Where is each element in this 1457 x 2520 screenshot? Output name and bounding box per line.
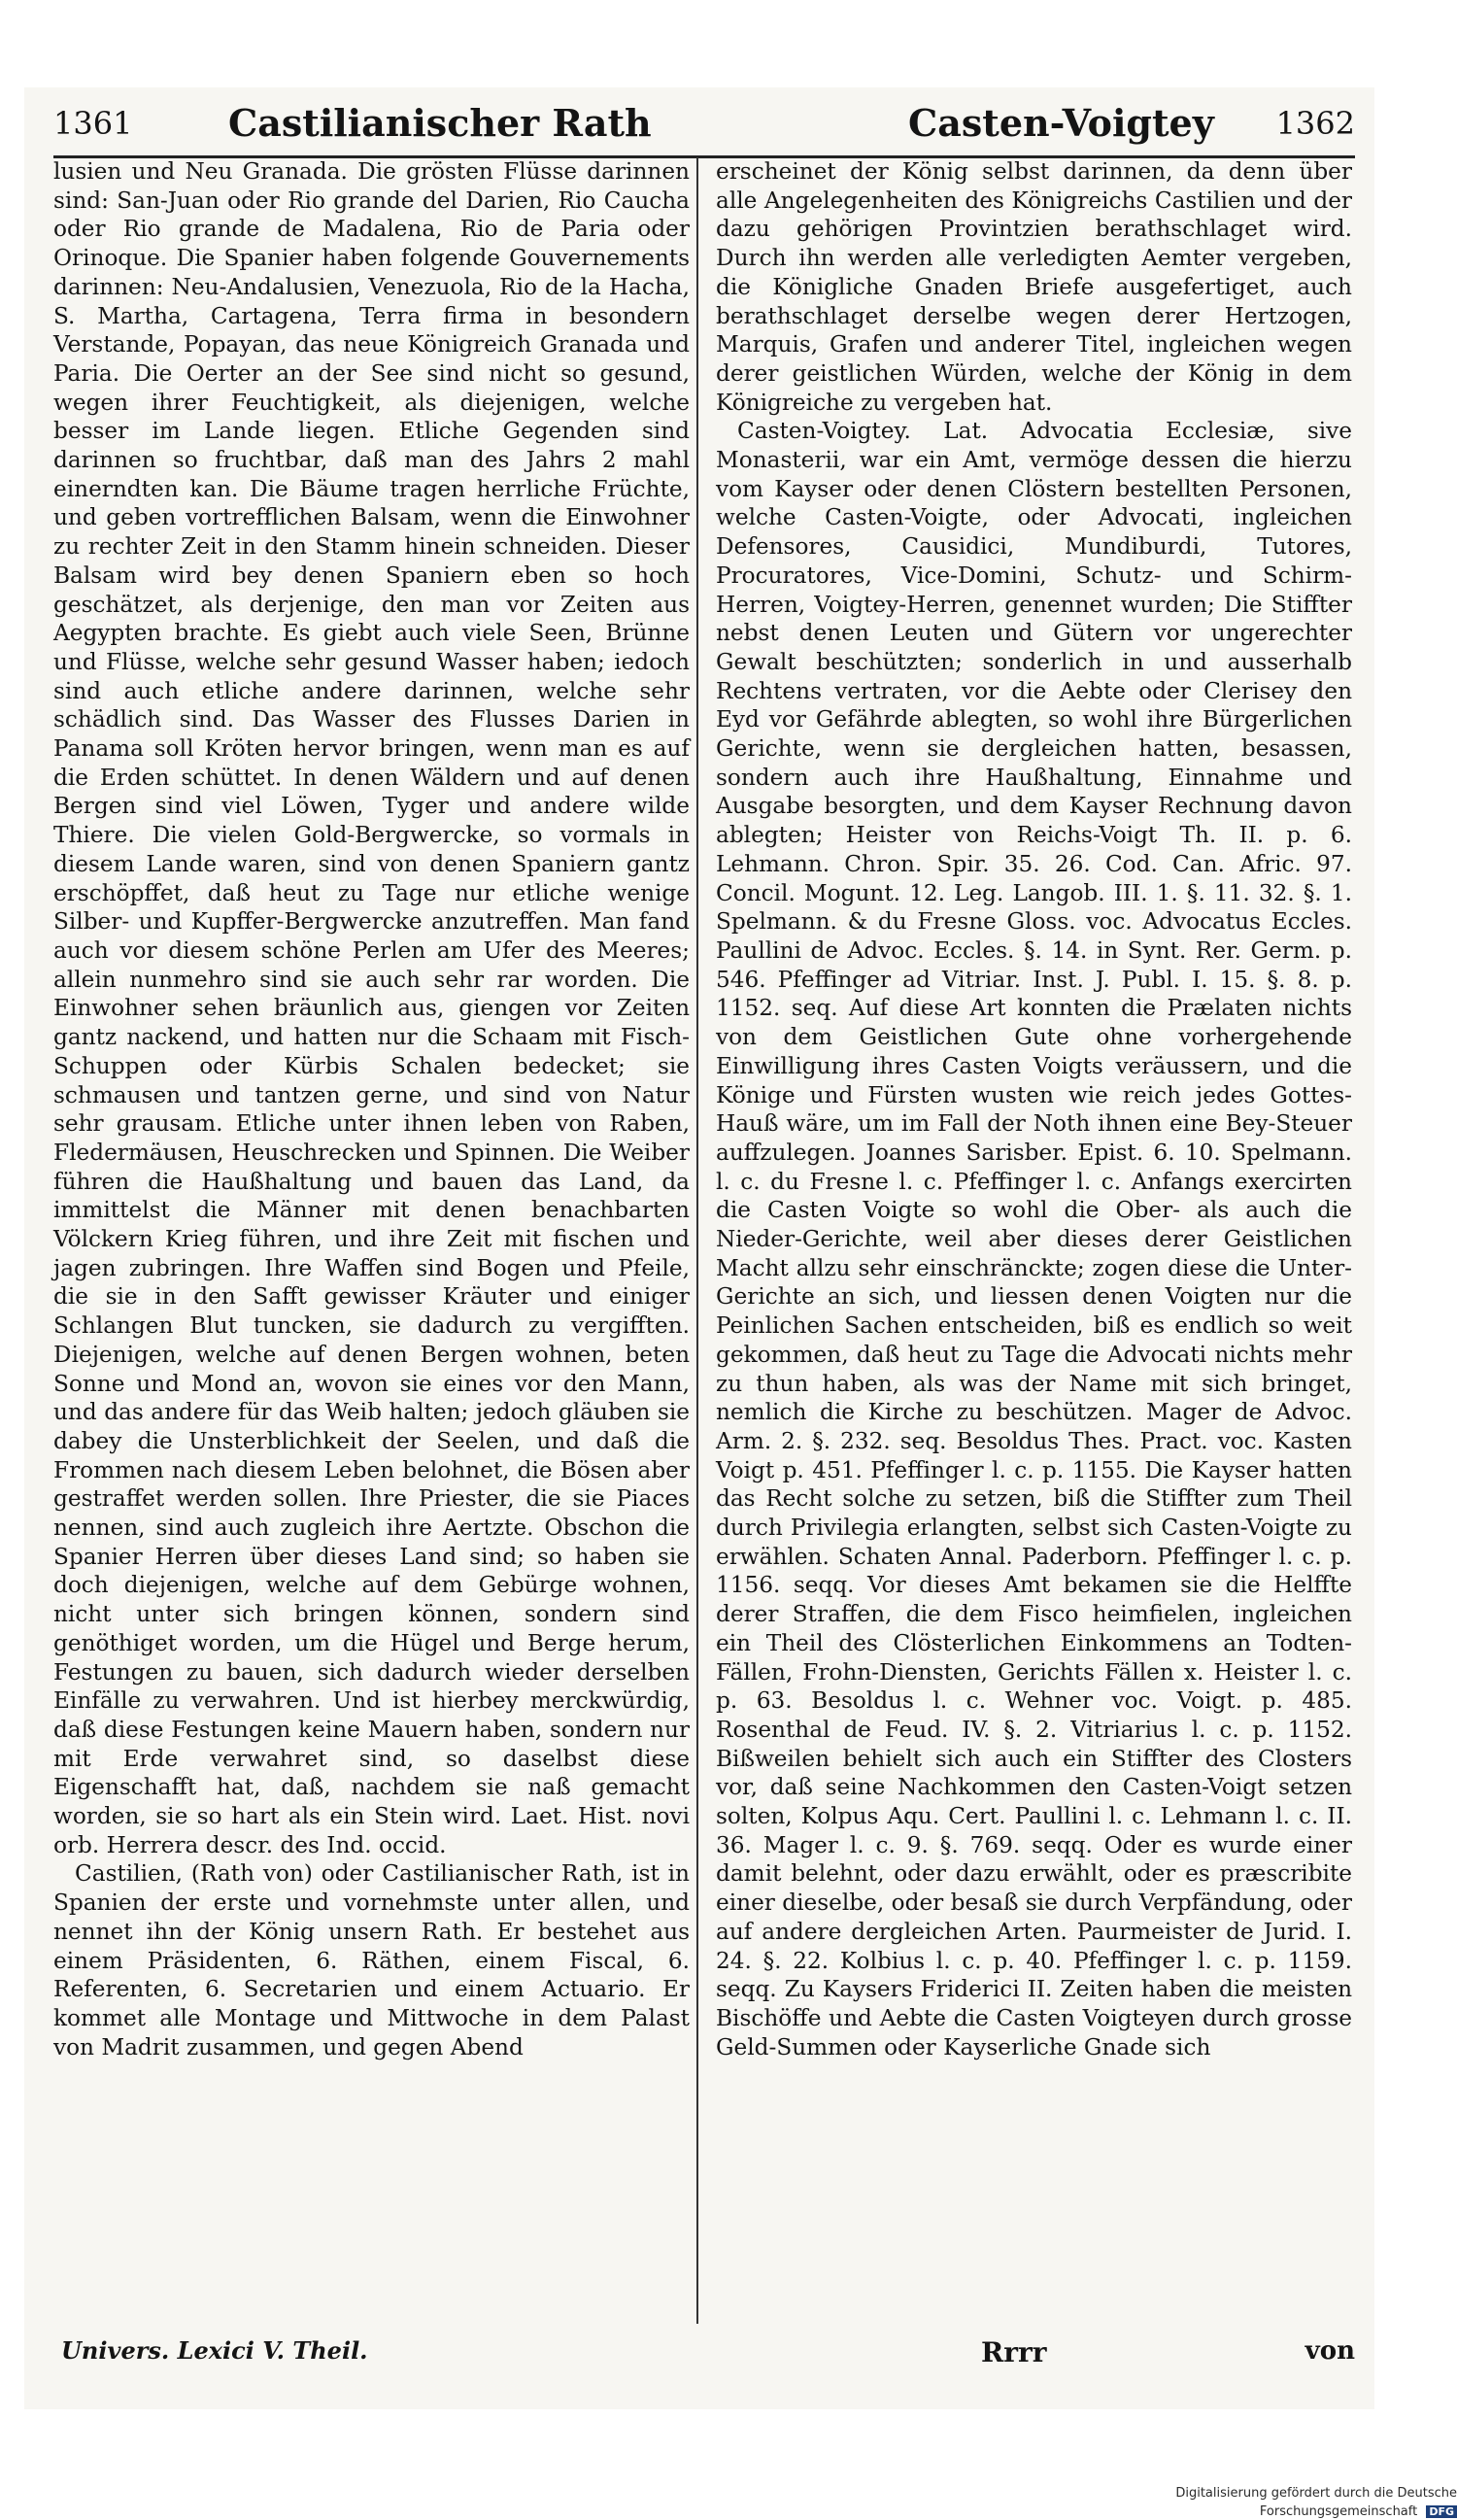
right-running-title: Casten-Voigtey bbox=[908, 101, 1214, 145]
right-column bbox=[716, 157, 1352, 2061]
book-page bbox=[24, 87, 1374, 2409]
digitization-credit bbox=[1020, 2483, 1457, 2519]
paragraph-darien-continuation: lusien und Neu Granada. Die grösten Flüsse darinnen sind: San-Juan oder Rio grande del Darien, Rio Caucha oder Rio grande de Madalena, Rio de Paria oder Orinoque. Die Spanier haben folgende Gouvernements darinnen: Neu-Andalusien, Venezuola, Rio de la Hacha, S. Martha, Cartagena, Terra firma in besondern Verstande, Popayan, das neue Königreich Granada und Paria. Die Oerter an der See sind nicht so gesund, wegen ihrer Feuchtigkeit, als diejenigen, welche besser im Lande liegen. Etliche Gegenden sind darinnen so fruchtbar, daß man des Jahrs 2 mahl einerndten kan. Die Bäume tragen herrliche Früchte, und geben vortrefflichen Balsam, wenn die Einwohner zu rechter Zeit in den Stamm hinein schneiden. Dieser Balsam wird bey denen Spaniern eben so hoch geschätzet, als derjenige, den man vor Zeiten aus Aegypten brachte. Es giebt auch viele Seen, Brünne und Flüsse, welche sehr gesund Wasser haben; iedoch sind auch etliche andere darinnen, welche sehr schädlich sind. Das Wasser des Flusses Darien in Panama soll Kröten hervor bringen, wenn man es auf die Erden schüttet. In denen Wäldern und auf denen Bergen sind viel Löwen, Tyger und andere wilde Thiere. Die vielen Gold-Bergwercke, so vormals in diesem Lande waren, sind von denen Spaniern gantz erschöpffet, daß heut zu Tage nur etliche wenige Silber- und Kupffer-Bergwercke anzutreffen. Man fand auch vor diesem schöne Perlen am Ufer des Meeres; allein nunmehro sind sie auch sehr rar worden. Die Einwohner sehen bräunlich aus, giengen vor Zeiten gantz nackend, und hatten nur die Schaam mit Fisch-Schuppen oder Kürbis Schalen bedecket; sie schmausen und tantzen gerne, und sind von Natur sehr grausam. Etliche unter ihnen leben von Raben, Fledermäusen, Heuschrecken und Spinnen. Die Weiber führen die Haußhaltung und bauen das Land, da immittelst die Männer mit denen benachbarten Völckern Krieg führen, und ihre Zeit mit fischen und jagen zubringen. Ihre Waffen sind Bogen und Pfeile, die sie in den Safft gewisser Kräuter und einiger Schlangen Blut tuncken, sie dadurch zu vergifften. Diejenigen, welche auf denen Bergen wohnen, beten Sonne und Mond an, wovon sie eines vor den Mann, und das andere für das Weib halten; jedoch gläuben sie dabey die Unsterblichkeit der Seelen, und daß die Frommen nach diesem Leben belohnet, die Bösen aber gestraffet werden sollen. Ihre Priester, die sie Piaces nennen, sind auch zugleich ihre Aertzte. Obschon die Spanier Herren über dieses Land sind; so haben sie doch diejenigen, welche auf dem Gebürge wohnen, nicht unter sich bringen können, sondern sind genöthiget worden, um die Hügel und Berge herum, Festungen zu bauen, sich dadurch wieder derselben Einfälle zu verwahren. Und ist hierbey merckwürdig, daß diese Festungen keine Mauern haben, sondern nur mit Erde verwahret sind, so daselbst diese Eigenschafft hat, daß, nachdem sie naß gemacht worden, sie so hart als ein Stein wird. Laet. Hist. novi orb. Herrera descr. des Ind. occid. bbox=[53, 158, 690, 1858]
left-running-title: Castilianischer Rath bbox=[228, 101, 652, 145]
entry-castilien-rath: Castilien, (Rath von) oder Castilianischer Rath, ist in Spanien der erste und vornehmste unter allen, und nennet ihn der König unsern Rath. Er bestehet aus einem Präsidenten, 6. Räthen, einem Fiscal, 6. Referenten, 6. Secretarien und einem Actuario. Er kommet alle Montage und Mittwoche in dem Palast von Madrit zusammen, und gegen Abend bbox=[53, 1860, 690, 2060]
column-divider bbox=[696, 157, 698, 2324]
paragraph-rath-continuation: erscheinet der König selbst darinnen, da denn über alle Angelegenheiten des Königreichs Castilien und der dazu gehörigen Provintzien berathschlaget wird. Durch ihn werden alle verledigten Aemter vergeben, die Königliche Gnaden Briefe ausgefertiget, auch berathschlaget derselbe wegen derer Hertzogen, Marquis, Grafen und anderer Titel, ingleichen wegen derer geistlichen Würden, welche der König in dem Königreiche zu vergeben hat. bbox=[716, 158, 1352, 416]
left-column bbox=[53, 157, 690, 2061]
running-header bbox=[53, 87, 1355, 165]
catchword: von bbox=[1305, 2336, 1355, 2366]
entry-casten-voigtey: Casten-Voigtey. Lat. Advocatia Ecclesiæ, sive Monasterii, war ein Amt, vermöge dessen die hierzu vom Kayser oder denen Clöstern bestellten Personen, welche Casten-Voigte, oder Advocati, ingleichen Defensores, Causidici, Mundiburdi, Tutores, Procuratores, Vice-Domini, Schutz- und Schirm-Herren, Voigtey-Herren, genennet wurden; Die Stiffter nebst denen Leuten und Gütern vor ungerechter Gewalt beschützten; sonderlich in und ausserhalb Rechtens vertraten, vor die Aebte oder Clerisey den Eyd vor Gefährde ablegten, so wohl ihre Bürgerlichen Gerichte, wenn sie dergleichen hatten, besassen, sondern auch ihre Haußhaltung, Einnahme und Ausgabe besorgten, und dem Kayser Rechnung davon ablegten; Heister von Reichs-Voigt Th. II. p. 6. Lehmann. Chron. Spir. 35. 26. Cod. Can. Afric. 97. Concil. Mogunt. 12. Leg. Langob. III. 1. §. 11. 32. §. 1. Spelmann. & du Fresne Gloss. voc. Advocatus Eccles. Paullini de Advoc. Eccles. §. 14. in Synt. Rer. Germ. p. 546. Pfeffinger ad Vitriar. Inst. J. Publ. I. 15. §. 8. p. 1152. seq. Auf diese Art konnten die Prælaten nichts von dem Geistlichen Gute ohne vorhergehende Einwilligung ihres Casten Voigts veräussern, und die Könige und Fürsten wusten wie reich jedes Gottes-Hauß wäre, um im Fall der Noth ihnen eine Bey-Steuer auffzulegen. Joannes Sarisber. Epist. 6. 10. Spelmann. l. c. du Fresne l. c. Pfeffinger l. c. Anfangs exercirten die Casten Voigte so wohl die Ober- als auch die Nieder-Gerichte, weil aber dieses derer Geistlichen Macht allzu sehr einschränckte; zogen diese die Unter-Gerichte an sich, und liessen denen Voigten nur die Peinlichen Sachen entscheiden, biß es endlich so weit gekommen, daß heut zu Tage die Advocati nichts mehr zu thun haben, als was der Name mit sich bringet, nemlich die Kirche zu beschützen. Mager de Advoc. Arm. 2. §. 232. seq. Besoldus Thes. Pract. voc. Kasten Voigt p. 451. Pfeffinger l. c. p. 1155. Die Kayser hatten das Recht solche zu setzen, biß die Stiffter zum Theil durch Privilegia erlangten, selbst sich Casten-Voigte zu erwählen. Schaten Annal. Paderborn. Pfeffinger l. c. p. 1156. seqq. Vor dieses Amt bekamen sie die Helffte derer Straffen, die dem Fisco heimfielen, ingleichen ein Theil des Clösterlichen Einkommens an Todten-Fällen, Frohn-Diensten, Gerichts Fällen x. Heister l. c. p. 63. Besoldus l. c. Wehner voc. Voigt. p. 485. Rosenthal de Feud. IV. §. 2. Vitriarius l. c. p. 1152. Bißweilen behielt sich auch ein Stiffter des Closters vor, daß seine Nachkommen den Casten-Voigt setzen solten, Kolpus Aqu. Cert. Paullini l. c. Lehmann l. c. II. 36. Mager l. c. 9. §. 769. seqq. Oder es wurde einer damit belehnt, oder dazu erwählt, oder es præscribite einer dieselbe, oder besaß sie durch Verpfändung, oder auf andere dergleichen Arten. Paurmeister de Jurid. I. 24. §. 22. Kolbius l. c. p. 40. Pfeffinger l. c. p. 1159. seqq. Zu Kaysers Friderici II. Zeiten haben die meisten Bischöffe und Aebte die Casten Voigteyen durch grosse Geld-Summen oder Kayserliche Gnade sich bbox=[716, 418, 1352, 2060]
right-page-number: 1362 bbox=[1275, 105, 1355, 142]
volume-footer: Univers. Lexici V. Theil. bbox=[61, 2336, 368, 2365]
credit-text: Digitalisierung gefördert durch die Deutsche Forschungsgemeinschaft bbox=[1175, 2486, 1457, 2519]
dfg-logo-icon: DFG bbox=[1426, 2505, 1457, 2518]
signature-mark: Rrrr bbox=[981, 2336, 1047, 2368]
left-page-number: 1361 bbox=[53, 105, 133, 142]
